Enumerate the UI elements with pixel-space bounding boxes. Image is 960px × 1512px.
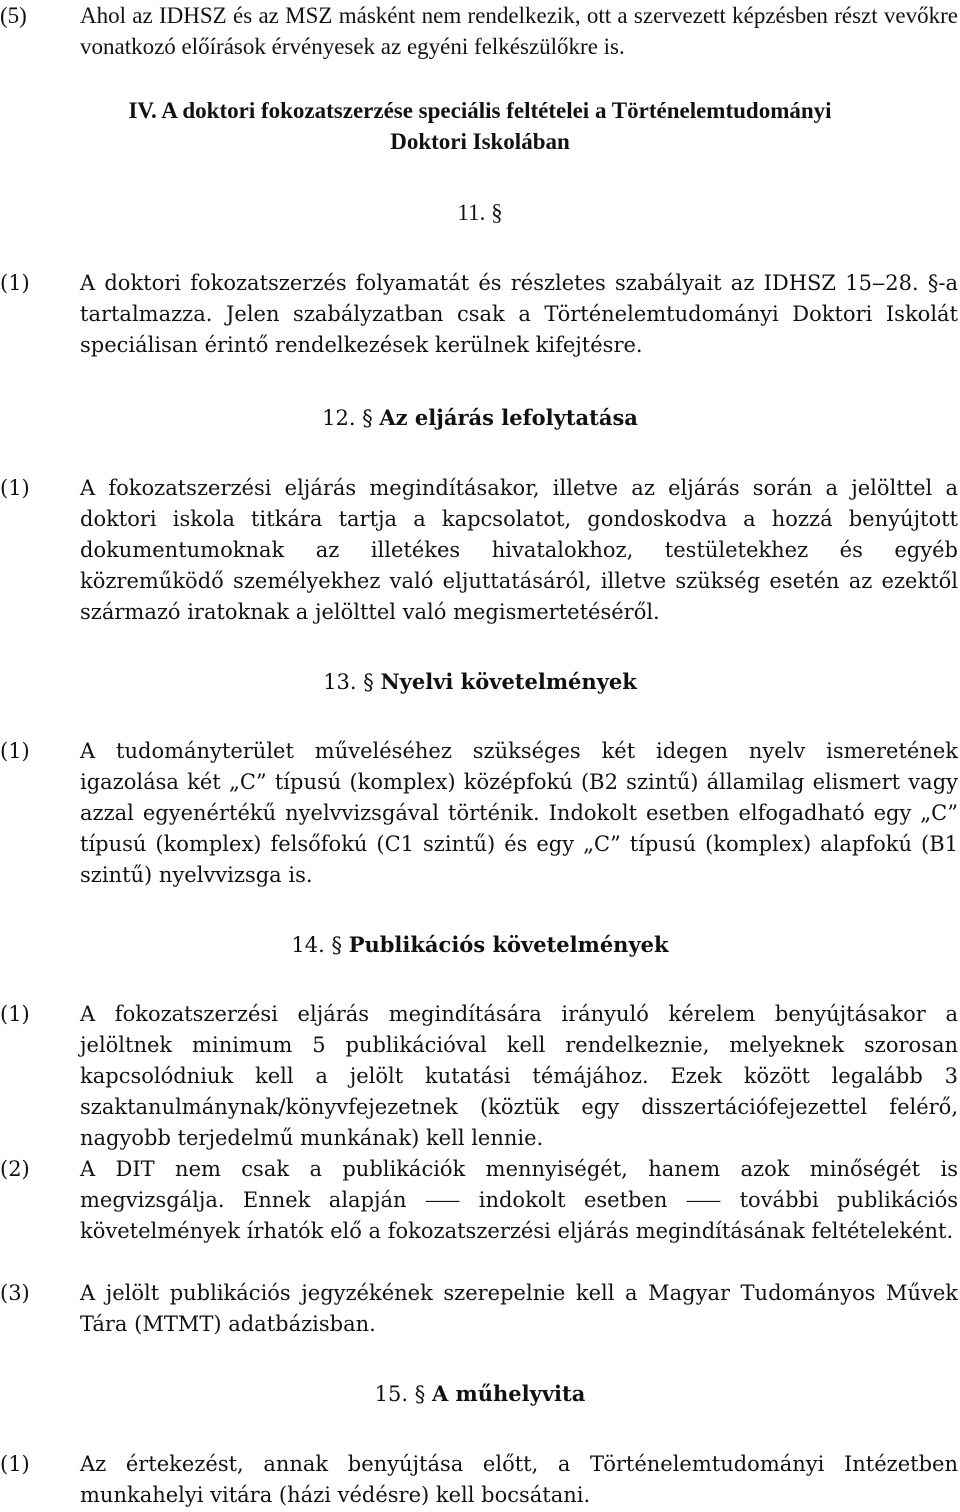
paragraph-text: A doktori fokozatszerzés folyamatát és részletes szabályait az IDHSZ 15‒28. §-a tartalmazza. Jelen szabályzatban csak a Történelemtudományi Doktori Iskolát speciálisan érintő rendelkezések kerülnek kifejtésre. [80,271,958,357]
section-number: 12. § [322,406,373,430]
paragraph-text: Ahol az IDHSZ és az MSZ másként nem rendelkezik, ott a szervezett képzésben részt vevőkre vonatkozó előírások érvényesek az egyéni felkészülőkre is. [80,3,958,59]
section-13-paragraph-1 [0,736,958,891]
section-14-paragraph-3 [0,1278,958,1340]
section-15-heading [0,1378,960,1410]
paragraph-number: (5) [0,3,27,28]
section-14-heading [0,929,960,961]
paragraph-number: (1) [0,476,30,500]
section-title: Nyelvi követelmények [380,669,637,694]
section-title: Az eljárás lefolytatása [379,405,638,430]
paragraph-text: A jelölt publikációs jegyzékének szerepelnie kell a Magyar Tudományos Művek Tára (MTMT) adatbázisban. [80,1281,958,1336]
paragraph-number: (1) [0,1002,30,1026]
paragraph-text: Az értekezést, annak benyújtása előtt, a Történelemtudományi Intézetben munkahelyi vitára (házi védésre) kell bocsátani. [80,1452,958,1507]
paragraph-number: (1) [0,739,30,763]
section-11-paragraph-1 [0,268,958,361]
section-number: 14. § [291,933,342,957]
paragraph-text: A fokozatszerzési eljárás megindítására irányuló kérelem benyújtásakor a jelöltnek minimum 5 publikációval kell rendelkeznie, melyeknek szorosan kapcsolódniuk kell a jelölt kutatási témájához. Ezek között legalább 3 szaktanulmánynak/könyvfejezetnek (köztük egy disszertációfejezettel felérő, nagyobb terjedelmű munkának) kell lennie. [80,1002,958,1150]
paragraph-text: A fokozatszerzési eljárás megindításakor, illetve az eljárás során a jelölttel a doktori iskola titkára tartja a kapcsolatot, gondoskodva a hozzá benyújtott dokumentumoknak az illetékes hivatalokhoz, testületekhez és egyéb közreműködő személyekhez való eljuttatásáról, illetve szükség esetén az ezektől származó iratoknak a jelölttel való megismertetéséről. [80,476,958,624]
section-14-paragraph-1 [0,999,958,1154]
paragraph-5 [0,0,958,62]
paragraph-text: A tudományterület műveléséhez szükséges két idegen nyelv ismeretének igazolása két „C” típusú (komplex) középfokú (B2 szintű) államilag elismert vagy azzal egyenértékű nyelvvizsgával történik. Indokolt esetben elfogadható egy „C” típusú (komplex) felsőfokú (C1 szintű) és egy „C” típusú (komplex) alapfokú (B1 szintű) nyelvvizsga is. [80,739,958,887]
chapter-title-line-1: IV. A doktori fokozatszerzése speciális feltételei a Történelemtudományi [128,98,832,123]
paragraph-number: (1) [0,1452,30,1476]
section-11-heading [0,197,960,228]
section-number: 13. § [323,670,374,694]
section-number: 15. § [374,1382,426,1406]
paragraph-number: (3) [0,1281,30,1305]
section-14-paragraph-2 [0,1154,958,1247]
section-15-paragraph-1 [0,1449,958,1511]
paragraph-number: (2) [0,1157,30,1181]
section-13-heading [0,666,960,698]
section-title: Publikációs követelmények [348,932,669,957]
paragraph-text: A DIT nem csak a publikációk mennyiségét, hanem azok minőségét is megvizsgálja. Ennek alapján ⸺ indokolt esetben ⸺ további publikációs követelmények írhatók elő a fokozatszerzési eljárás megindításának feltételeként. [80,1157,958,1243]
section-title: A műhelyvita [431,1381,586,1406]
paragraph-number: (1) [0,271,30,295]
section-12-heading [0,402,960,434]
chapter-title-line-2: Doktori Iskolában [390,129,570,154]
section-12-paragraph-1 [0,473,958,628]
section-number: 11. § [457,200,503,225]
